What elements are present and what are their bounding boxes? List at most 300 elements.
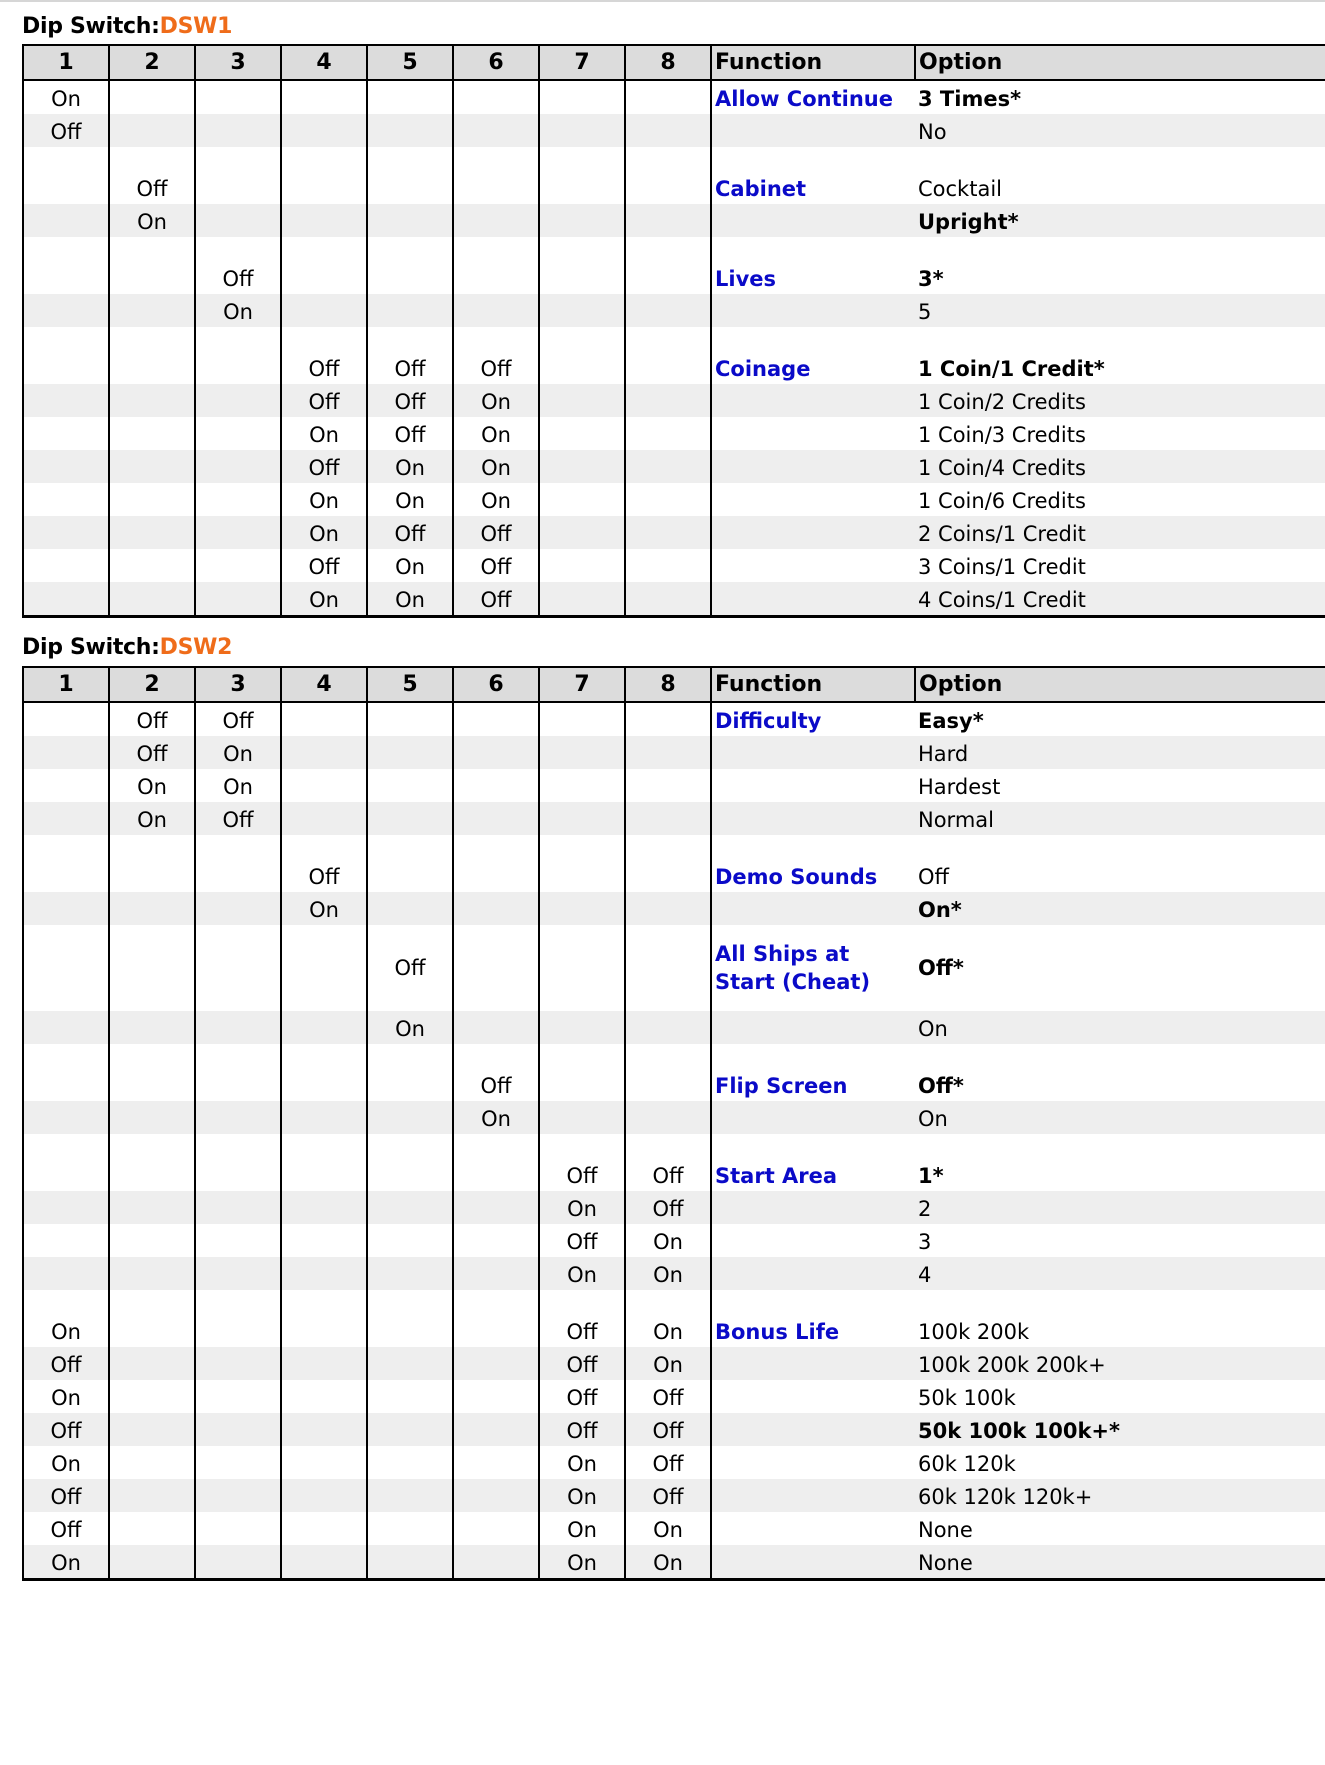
switch-8-state: On: [625, 1545, 711, 1580]
switch-4-state: [281, 204, 367, 237]
switch-3-state: [195, 80, 281, 114]
header-row: [23, 45, 1325, 80]
switch-3-state: [195, 1224, 281, 1257]
option-value: 2: [915, 1191, 1325, 1224]
switch-4-state: [281, 237, 367, 294]
switch-7-state: [539, 327, 625, 384]
switch-3-state: Off: [195, 702, 281, 736]
switch-8-state: Off: [625, 1134, 711, 1191]
title-prefix: Dip Switch:: [22, 14, 160, 39]
switch-3-state: [195, 483, 281, 516]
switch-1-state: [23, 1224, 109, 1257]
switch-7-state: Off: [539, 1380, 625, 1413]
option-default: Off*: [918, 1074, 964, 1098]
switch-1-state: [23, 892, 109, 925]
option-value: No: [915, 114, 1325, 147]
setting-row: [23, 417, 1325, 450]
switch-8-state: [625, 417, 711, 450]
switch-8-state: Off: [625, 1479, 711, 1512]
switch-4-state: [281, 1224, 367, 1257]
setting-row: [23, 769, 1325, 802]
switch-2-state: [109, 835, 195, 892]
function-name: [711, 1191, 915, 1224]
switch-4-state: On: [281, 483, 367, 516]
option-value: 4: [915, 1257, 1325, 1290]
switch-3-state: [195, 1044, 281, 1101]
switch-6-state: Off: [453, 516, 539, 549]
switch-7-state: [539, 294, 625, 327]
function-name: [711, 1347, 915, 1380]
switch-1-state: [23, 1257, 109, 1290]
switch-2-state: Off: [109, 147, 195, 204]
switch-6-state: [453, 1257, 539, 1290]
switch-3-state: [195, 835, 281, 892]
switch-1-state: [23, 516, 109, 549]
setting-row: [23, 1347, 1325, 1380]
switch-2-state: [109, 1380, 195, 1413]
switch-4-state: [281, 1290, 367, 1347]
function-name: Coinage: [711, 327, 915, 384]
switch-6-state: Off: [453, 327, 539, 384]
switch-3-state: [195, 1290, 281, 1347]
switch-8-state: [625, 1011, 711, 1044]
switch-8-state: [625, 769, 711, 802]
function-name: [711, 1257, 915, 1290]
option-value: Normal: [915, 802, 1325, 835]
header-switch-2: 2: [109, 667, 195, 702]
switch-6-state: On: [453, 483, 539, 516]
function-name: [711, 1011, 915, 1044]
header-switch-8: 8: [625, 45, 711, 80]
switch-7-state: [539, 1011, 625, 1044]
option-value: Hard: [915, 736, 1325, 769]
setting-row: [23, 1191, 1325, 1224]
function-name: [711, 450, 915, 483]
switch-8-state: [625, 294, 711, 327]
switch-8-state: [625, 516, 711, 549]
switch-6-state: [453, 1380, 539, 1413]
switch-4-state: [281, 1380, 367, 1413]
option-value: 60k 120k: [918, 1452, 1016, 1476]
option-value: 5: [915, 294, 1325, 327]
switch-1-state: Off: [23, 114, 109, 147]
switch-6-state: [453, 736, 539, 769]
option-value: On: [915, 1011, 1325, 1044]
setting-row: [23, 114, 1325, 147]
switch-5-state: Off: [367, 384, 453, 417]
switch-7-state: [539, 417, 625, 450]
switch-1-state: [23, 327, 109, 384]
setting-row: [23, 1044, 1325, 1101]
switch-5-state: [367, 892, 453, 925]
title-prefix: Dip Switch:: [22, 635, 160, 660]
switch-4-state: [281, 1134, 367, 1191]
switch-8-state: [625, 549, 711, 582]
switch-7-state: On: [539, 1545, 625, 1580]
switch-8-state: [625, 802, 711, 835]
switch-1-state: [23, 736, 109, 769]
switch-7-state: On: [539, 1446, 625, 1479]
option-value: Hardest: [918, 775, 1001, 799]
switch-2-state: [109, 516, 195, 549]
switch-4-state: [281, 1512, 367, 1545]
setting-row: [23, 450, 1325, 483]
switch-1-state: On: [23, 1446, 109, 1479]
switch-3-state: On: [195, 736, 281, 769]
setting-row: [23, 1545, 1325, 1580]
switch-2-state: [109, 582, 195, 617]
switch-5-state: [367, 1413, 453, 1446]
switch-2-state: [109, 1479, 195, 1512]
switch-6-state: On: [453, 1101, 539, 1134]
switch-6-state: On: [453, 450, 539, 483]
switch-1-state: [23, 1011, 109, 1044]
switch-4-state: [281, 1479, 367, 1512]
switch-3-state: Off: [195, 237, 281, 294]
switch-5-state: [367, 835, 453, 892]
switch-4-state: Off: [281, 549, 367, 582]
function-name: [711, 483, 915, 516]
switch-2-state: [109, 925, 195, 1011]
switch-2-state: [109, 1101, 195, 1134]
switch-5-state: [367, 1446, 453, 1479]
switch-2-state: [109, 549, 195, 582]
function-name: [711, 204, 915, 237]
switch-5-state: Off: [367, 516, 453, 549]
setting-row: [23, 702, 1325, 736]
function-name: [711, 417, 915, 450]
switch-8-state: [625, 483, 711, 516]
switch-2-state: Off: [109, 702, 195, 736]
switch-2-state: [109, 1347, 195, 1380]
function-name: Start Area: [711, 1134, 915, 1191]
switch-3-state: [195, 417, 281, 450]
switch-1-state: [23, 702, 109, 736]
setting-row: [23, 384, 1325, 417]
option-value: 2 Coins/1 Credit: [915, 516, 1325, 549]
option-default: 50k 100k 100k+*: [915, 1413, 1325, 1446]
switch-7-state: [539, 736, 625, 769]
option-default: Upright*: [915, 204, 1325, 237]
option-value: 100k 200k 200k+: [915, 1347, 1325, 1380]
switch-4-state: [281, 702, 367, 736]
switch-5-state: [367, 1347, 453, 1380]
switch-8-state: [625, 450, 711, 483]
function-name: Allow Continue: [711, 80, 915, 114]
header-switch-3: 3: [195, 667, 281, 702]
switch-5-state: [367, 237, 453, 294]
switch-1-state: [23, 769, 109, 802]
switch-3-state: [195, 1101, 281, 1134]
function-name: [711, 582, 915, 617]
switch-2-state: [109, 450, 195, 483]
title-switch-name: DSW1: [159, 14, 233, 39]
switch-7-state: On: [539, 1257, 625, 1290]
switch-5-state: [367, 1290, 453, 1347]
switch-4-state: [281, 1446, 367, 1479]
switch-3-state: [195, 1512, 281, 1545]
header-switch-4: 4: [281, 667, 367, 702]
switch-4-state: [281, 1044, 367, 1101]
switch-5-state: On: [367, 450, 453, 483]
switch-1-state: On: [23, 1545, 109, 1580]
header-switch-8: 8: [625, 667, 711, 702]
switch-6-state: [453, 1224, 539, 1257]
switch-7-state: [539, 1101, 625, 1134]
function-name: [711, 516, 915, 549]
option-value: 60k 120k 120k+: [915, 1479, 1325, 1512]
setting-row: [23, 147, 1325, 204]
switch-2-state: Off: [109, 736, 195, 769]
header-row: [23, 667, 1325, 702]
switch-1-state: [23, 147, 109, 204]
switch-5-state: [367, 1479, 453, 1512]
option-default: Easy*: [918, 709, 984, 733]
switch-4-state: [281, 1545, 367, 1580]
switch-5-state: [367, 736, 453, 769]
switch-2-state: [109, 892, 195, 925]
switch-2-state: [109, 384, 195, 417]
switch-4-state: On: [281, 516, 367, 549]
section-title-dsw1: [22, 14, 232, 40]
switch-6-state: [453, 802, 539, 835]
option-default: On*: [915, 892, 1325, 925]
switch-5-state: [367, 147, 453, 204]
switch-6-state: On: [453, 417, 539, 450]
option-default: 1 Coin/1 Credit*: [918, 357, 1105, 381]
switch-6-state: [453, 892, 539, 925]
switch-2-state: On: [109, 204, 195, 237]
option-value: On: [915, 1101, 1325, 1134]
switch-6-state: [453, 925, 539, 1011]
switch-4-state: [281, 1413, 367, 1446]
switch-3-state: [195, 327, 281, 384]
switch-4-state: [281, 1191, 367, 1224]
switch-8-state: On: [625, 1257, 711, 1290]
switch-7-state: [539, 582, 625, 617]
header-option: Option: [915, 45, 1325, 80]
function-name: [711, 802, 915, 835]
option-value: 1 Coin/2 Credits: [915, 384, 1325, 417]
header-switch-6: 6: [453, 45, 539, 80]
function-name: [711, 1101, 915, 1134]
option-value: 1 Coin/6 Credits: [918, 489, 1086, 513]
option-value: 3: [918, 1230, 932, 1254]
switch-6-state: [453, 294, 539, 327]
setting-row: [23, 549, 1325, 582]
function-name: Cabinet: [711, 147, 915, 204]
setting-row: [23, 1290, 1325, 1347]
switch-6-state: [453, 80, 539, 114]
switch-6-state: Off: [453, 582, 539, 617]
switch-1-state: On: [23, 1380, 109, 1413]
switch-2-state: [109, 1512, 195, 1545]
switch-4-state: [281, 147, 367, 204]
switch-8-state: [625, 736, 711, 769]
switch-1-state: Off: [23, 1479, 109, 1512]
option-default: 3 Times*: [918, 87, 1022, 111]
switch-1-state: [23, 450, 109, 483]
switch-5-state: [367, 1134, 453, 1191]
switch-6-state: [453, 204, 539, 237]
switch-3-state: [195, 1134, 281, 1191]
switch-3-state: [195, 1347, 281, 1380]
header-option: Option: [915, 667, 1325, 702]
switch-3-state: [195, 1479, 281, 1512]
switch-2-state: [109, 1224, 195, 1257]
switch-6-state: [453, 702, 539, 736]
option-value: 3 Coins/1 Credit: [918, 555, 1086, 579]
switch-1-state: [23, 549, 109, 582]
function-name: [711, 1545, 915, 1580]
switch-3-state: [195, 1257, 281, 1290]
setting-row: [23, 483, 1325, 516]
switch-4-state: On: [281, 417, 367, 450]
header-switch-3: 3: [195, 45, 281, 80]
switch-1-state: [23, 483, 109, 516]
switch-4-state: Off: [281, 384, 367, 417]
switch-7-state: [539, 1044, 625, 1101]
switch-5-state: Off: [367, 925, 453, 1011]
switch-6-state: [453, 1191, 539, 1224]
switch-1-state: [23, 835, 109, 892]
switch-6-state: [453, 1446, 539, 1479]
switch-7-state: Off: [539, 1413, 625, 1446]
switch-2-state: [109, 1191, 195, 1224]
switch-3-state: [195, 384, 281, 417]
switch-6-state: On: [453, 384, 539, 417]
function-name: [711, 892, 915, 925]
switch-3-state: [195, 450, 281, 483]
switch-4-state: [281, 114, 367, 147]
switch-6-state: [453, 1134, 539, 1191]
switch-7-state: Off: [539, 1224, 625, 1257]
switch-3-state: Off: [195, 802, 281, 835]
switch-1-state: [23, 294, 109, 327]
header-switch-2: 2: [109, 45, 195, 80]
switch-3-state: [195, 1380, 281, 1413]
switch-8-state: [625, 835, 711, 892]
switch-1-state: [23, 1134, 109, 1191]
header-function: Function: [711, 667, 915, 702]
switch-1-state: [23, 582, 109, 617]
switch-8-state: [625, 147, 711, 204]
switch-3-state: [195, 925, 281, 1011]
switch-2-state: [109, 1044, 195, 1101]
switch-3-state: [195, 114, 281, 147]
switch-4-state: [281, 80, 367, 114]
switch-5-state: [367, 114, 453, 147]
switch-7-state: On: [539, 1479, 625, 1512]
switch-6-state: [453, 1512, 539, 1545]
switch-5-state: Off: [367, 417, 453, 450]
switch-1-state: [23, 384, 109, 417]
switch-2-state: [109, 417, 195, 450]
switch-2-state: [109, 237, 195, 294]
switch-8-state: Off: [625, 1191, 711, 1224]
switch-5-state: Off: [367, 327, 453, 384]
switch-2-state: [109, 1011, 195, 1044]
switch-4-state: [281, 1347, 367, 1380]
switch-8-state: [625, 80, 711, 114]
setting-row: [23, 1479, 1325, 1512]
switch-6-state: [453, 1011, 539, 1044]
setting-row: [23, 294, 1325, 327]
switch-4-state: [281, 769, 367, 802]
switch-1-state: Off: [23, 1512, 109, 1545]
header-switch-1: 1: [23, 667, 109, 702]
switch-1-state: On: [23, 1290, 109, 1347]
switch-8-state: [625, 1101, 711, 1134]
switch-3-state: [195, 1446, 281, 1479]
switch-3-state: [195, 1413, 281, 1446]
switch-4-state: [281, 1257, 367, 1290]
switch-3-state: [195, 147, 281, 204]
switch-5-state: On: [367, 549, 453, 582]
switch-5-state: [367, 802, 453, 835]
switch-6-state: [453, 1347, 539, 1380]
switch-2-state: [109, 1545, 195, 1580]
switch-7-state: [539, 925, 625, 1011]
switch-4-state: [281, 1011, 367, 1044]
option-value: 4 Coins/1 Credit: [915, 582, 1325, 617]
switch-2-state: [109, 1257, 195, 1290]
switch-8-state: [625, 892, 711, 925]
setting-row: [23, 1446, 1325, 1479]
switch-5-state: [367, 1380, 453, 1413]
top-divider: [0, 0, 1325, 2]
switch-2-state: [109, 1446, 195, 1479]
switch-7-state: [539, 450, 625, 483]
dip-switch-table-dsw1: [22, 44, 1325, 618]
setting-row: [23, 736, 1325, 769]
header-switch-7: 7: [539, 667, 625, 702]
switch-1-state: [23, 1101, 109, 1134]
switch-5-state: On: [367, 483, 453, 516]
switch-7-state: Off: [539, 1134, 625, 1191]
option-value: None: [918, 1518, 973, 1542]
switch-4-state: [281, 802, 367, 835]
switch-8-state: [625, 384, 711, 417]
switch-7-state: [539, 147, 625, 204]
switch-3-state: On: [195, 769, 281, 802]
header-switch-5: 5: [367, 45, 453, 80]
setting-row: [23, 925, 1325, 1011]
setting-row: [23, 582, 1325, 617]
option-default: Off*: [918, 956, 964, 980]
switch-2-state: [109, 80, 195, 114]
switch-4-state: [281, 1101, 367, 1134]
option-default: 1*: [918, 1164, 944, 1188]
switch-5-state: On: [367, 582, 453, 617]
header-switch-5: 5: [367, 667, 453, 702]
setting-row: [23, 1413, 1325, 1446]
switch-8-state: [625, 925, 711, 1011]
switch-3-state: [195, 516, 281, 549]
switch-7-state: On: [539, 1512, 625, 1545]
switch-8-state: [625, 702, 711, 736]
option-value: 1 Coin/4 Credits: [915, 450, 1325, 483]
function-name: [711, 1512, 915, 1545]
switch-8-state: Off: [625, 1413, 711, 1446]
switch-3-state: [195, 549, 281, 582]
switch-3-state: [195, 1011, 281, 1044]
function-name: Flip Screen: [711, 1044, 915, 1101]
switch-5-state: [367, 1224, 453, 1257]
switch-5-state: [367, 1257, 453, 1290]
switch-7-state: [539, 892, 625, 925]
setting-row: [23, 1257, 1325, 1290]
